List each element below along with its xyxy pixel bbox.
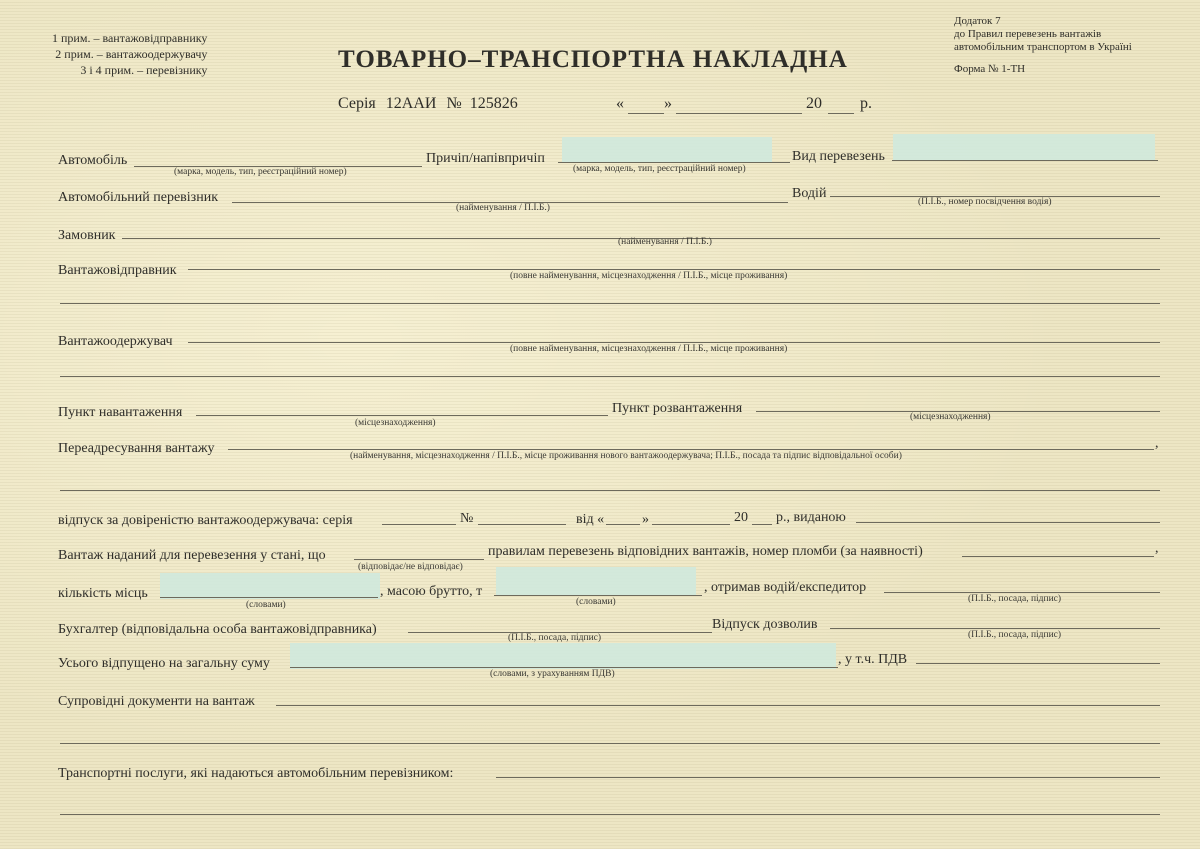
received-by-label: , отримав водій/експедитор — [704, 580, 867, 595]
seal-number-field[interactable] — [962, 556, 1154, 557]
loading-point-field[interactable] — [196, 415, 608, 416]
vat-field[interactable] — [916, 663, 1160, 664]
poa-number-field[interactable] — [478, 524, 566, 525]
addendum-line-1: Додаток 7 — [954, 15, 1001, 27]
readdressing-field-line-2[interactable] — [60, 490, 1160, 491]
accompanying-docs-field[interactable] — [276, 705, 1160, 706]
readdressing-comma: , — [1155, 436, 1159, 451]
date-month-line[interactable] — [676, 113, 802, 114]
poa-number-sign: № — [460, 511, 474, 526]
date-quote-open: « — [616, 95, 624, 112]
gross-highlight — [496, 567, 696, 595]
date-day-line[interactable] — [628, 113, 664, 114]
release-allowed-field[interactable] — [830, 628, 1160, 629]
cargo-rules-comma: , — [1155, 541, 1159, 556]
poa-label: відпуск за довіреністю вантажоодержувача: серія — [58, 513, 353, 528]
carrier-label: Автомобільний перевізник — [58, 190, 218, 205]
places-highlight — [160, 573, 380, 599]
received-by-hint: (П.І.Б., посада, підпис) — [968, 594, 1062, 604]
date-quote-close: » — [664, 95, 672, 112]
poa-quote-close: » — [642, 512, 649, 527]
date-year-line[interactable] — [828, 113, 854, 114]
readdressing-hint: (найменування, місцезнаходження / П.І.Б., місце проживання нового вантажоодержувача; П.І.Б., посада та підпис відповідальної особи) — [350, 451, 902, 461]
series-value: 12ААИ — [385, 95, 437, 112]
total-released-label: Усього відпущено на загальну суму — [58, 656, 270, 671]
series-label: Серія — [338, 95, 376, 112]
gross-weight-label: , масою брутто, т — [380, 584, 483, 599]
addendum-line-3: автомобільним транспортом в Україні — [954, 41, 1132, 53]
received-by-field[interactable] — [884, 592, 1160, 593]
poa-day-field[interactable] — [606, 524, 640, 525]
trailer-field[interactable] — [558, 162, 790, 163]
shipper-hint: (повне найменування, місцезнаходження / П.І.Б., місце проживання) — [510, 271, 788, 281]
transport-type-highlight — [893, 134, 1155, 160]
driver-label: Водій — [792, 186, 827, 201]
places-count-field[interactable] — [160, 597, 378, 598]
shipper-field[interactable] — [188, 269, 1160, 270]
readdressing-label: Переадресування вантажу — [58, 441, 215, 456]
release-allowed-hint: (П.І.Б., посада, підпис) — [968, 630, 1062, 640]
poa-year-field[interactable] — [752, 524, 772, 525]
customer-hint: (найменування / П.І.Б.) — [618, 237, 712, 247]
transport-type-field[interactable] — [892, 160, 1158, 161]
poa-month-field[interactable] — [652, 524, 730, 525]
consignee-label: Вантажоодержувач — [58, 334, 173, 349]
number-value: 125826 — [469, 95, 518, 112]
transport-services-field-line-2[interactable] — [60, 814, 1160, 815]
date-year-prefix: 20 — [806, 95, 822, 112]
unloading-point-hint: (місцезнаходження) — [910, 412, 991, 422]
consignee-field-line-2[interactable] — [60, 376, 1160, 377]
series-row — [338, 95, 518, 113]
poa-from-label: від « — [576, 512, 605, 527]
poa-year-prefix: 20 — [734, 510, 748, 525]
copy-3: 3 і 4 прим. – перевізнику — [80, 63, 208, 77]
copy-2: 2 прим. – вантажоодержувачу — [55, 47, 208, 61]
poa-series-field[interactable] — [382, 524, 456, 525]
shipper-field-line-2[interactable] — [60, 303, 1160, 304]
automobile-hint: (марка, модель, тип, реєстраційний номер) — [174, 167, 347, 177]
addendum-block — [954, 15, 1132, 76]
unloading-point-label: Пункт розвантаження — [612, 401, 743, 416]
addendum-line-2: до Правил перевезень вантажів — [954, 28, 1102, 40]
number-sign: № — [446, 95, 462, 112]
copies-distribution — [52, 30, 207, 78]
places-count-label: кількість місць — [58, 586, 148, 601]
cargo-rules-label: правилам перевезень відповідних вантажів, номер пломби (за наявності) — [488, 544, 923, 559]
transport-type-label: Вид перевезень — [792, 149, 885, 164]
accompanying-docs-label: Супровідні документи на вантаж — [58, 694, 255, 709]
form-number: Форма № 1-ТН — [954, 63, 1026, 75]
readdressing-field[interactable] — [228, 449, 1154, 450]
cargo-state-label: Вантаж наданий для перевезення у стані, що — [58, 548, 326, 563]
cargo-state-hint: (відповідає/не відповідає) — [358, 562, 463, 572]
transport-services-label: Транспортні послуги, які надаються автомобільним перевізником: — [58, 766, 454, 781]
total-released-field[interactable] — [290, 667, 838, 668]
driver-hint: (П.І.Б., номер посвідчення водія) — [918, 197, 1052, 207]
carrier-hint: (найменування / П.І.Б.) — [456, 203, 550, 213]
customer-label: Замовник — [58, 228, 116, 243]
total-highlight — [290, 643, 836, 669]
poa-issued-field[interactable] — [856, 522, 1160, 523]
consignee-field[interactable] — [188, 342, 1160, 343]
poa-issued-label: р., виданою — [776, 510, 846, 525]
gross-weight-field[interactable] — [494, 595, 702, 596]
cargo-state-field[interactable] — [354, 559, 484, 560]
vat-label: , у т.ч. ПДВ — [838, 652, 908, 667]
shipper-label: Вантажовідправник — [58, 263, 177, 278]
loading-point-label: Пункт навантаження — [58, 405, 183, 420]
release-allowed-label: Відпуск дозволив — [712, 617, 818, 632]
trailer-highlight — [562, 137, 772, 163]
trailer-label: Причіп/напівпричіп — [426, 151, 545, 166]
accountant-label: Бухгалтер (відповідальна особа вантажовідправника) — [58, 622, 377, 637]
places-count-hint: (словами) — [246, 600, 286, 610]
gross-weight-hint: (словами) — [576, 597, 616, 607]
total-released-hint: (словами, з урахуванням ПДВ) — [490, 669, 615, 679]
copy-1: 1 прим. – вантажовідправнику — [52, 31, 208, 45]
date-year-suffix: р. — [860, 95, 872, 112]
trailer-hint: (марка, модель, тип, реєстраційний номер) — [573, 164, 746, 174]
consignee-hint: (повне найменування, місцезнаходження / П.І.Б., місце проживання) — [510, 344, 788, 354]
transport-services-field[interactable] — [496, 777, 1160, 778]
loading-point-hint: (місцезнаходження) — [355, 418, 436, 428]
accountant-hint: (П.І.Б., посада, підпис) — [508, 633, 602, 643]
automobile-label: Автомобіль — [58, 153, 128, 168]
document-title: ТОВАРНО–ТРАНСПОРТНА НАКЛАДНА — [338, 46, 848, 73]
accompanying-docs-field-line-2[interactable] — [60, 743, 1160, 744]
